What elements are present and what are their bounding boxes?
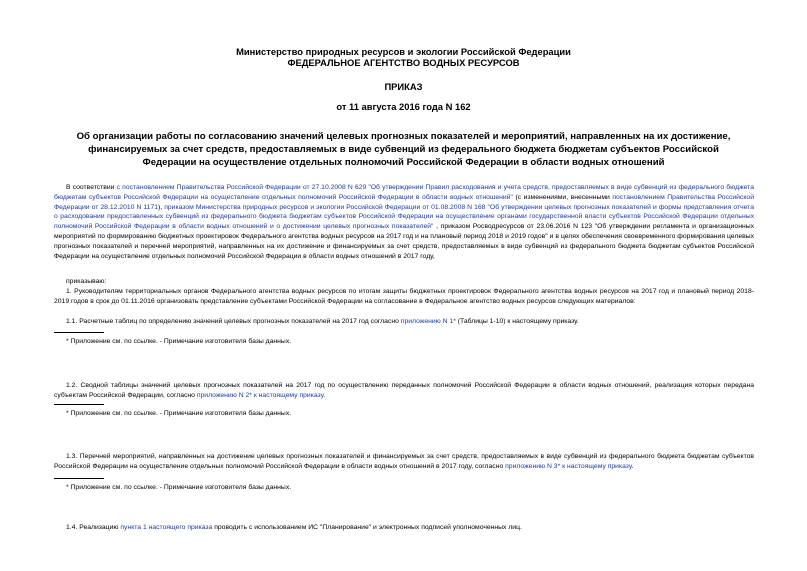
footnote-divider (54, 332, 104, 333)
preamble-text-3: ), (158, 203, 165, 211)
item-1-3-text-end: . (631, 462, 634, 470)
link-ministry-order-168[interactable]: приказом Министерства природных ресурсов и экологии Российской Федерации от 01.08.2008 N 168 "Об утверждении целевых прогнозных показателей и формы представления отчета о расходовании предоставленных субвенций из федерального бюджета бюджетам субъектов Российской Федерации на осуществление органами государственной власти субъектов Российской Федерации отдельных полномочий Российской Федерации в области водных отношений и о достижении целевых прогнозных показателей" (54, 203, 754, 231)
preamble-text-2: (с изменениями, внесенными (512, 193, 613, 201)
item-1-2-text-end: . (323, 391, 326, 399)
link-appendix-1[interactable]: приложению N 1* (400, 318, 456, 325)
footnote-1: * Приложение см. по ссылке. - Примечание изготовителя базы данных. (66, 338, 292, 345)
document-title: Об организации работы по согласованию значений целевых прогнозных показателей и мероприятий, направленных на их достижение, финансируемых за счет средств, предоставляемых в виде субвенций из федерального бюджета бюджетам субъектов Российской Федерации на осуществление отдельных полномочий Российской Федерации в области водных отношений (76, 131, 731, 168)
link-appendix-2[interactable]: приложению N 2* к настоящему приказу (196, 391, 324, 399)
footnote-3: * Приложение см. по ссылке. - Примечание изготовителя базы данных. (66, 484, 292, 491)
agency-heading: ФЕДЕРАЛЬНОЕ АГЕНТСТВО ВОДНЫХ РЕСУРСОВ (287, 57, 520, 68)
item-1-4-text: 1.4. Реализацию (66, 524, 121, 531)
preamble-paragraph (54, 183, 754, 261)
item-1: 1. Руководителям территориальных органов Федерального агентства водных ресурсов по итогам защиты бюджетных проектировок Федерального агентства водных ресурсов на 2017 год и плановый период 2018-2019 годов в срок до 01.11.2016 организовать представление субъектами Российской Федерации на согласование в Федеральное агентство водных ресурсов следующих материалов: (54, 288, 754, 305)
item-1-2 (54, 381, 754, 401)
item-1-3-text: 1.3. Перечней мероприятий, направленных на достижение целевых прогнозных показателей и финансируемых за счет средств, предоставляемых в виде субвенций из федерального бюджета бюджетам субъектов Российской Федерации на осуществление отдельных полномочий Российской Федерации в области водных отношений в 2017 году, согласно (54, 453, 754, 470)
preamble-text-1: В соответствии (66, 184, 117, 191)
item-1-4-text-end: проводить с использованием ИС "Планирование" и электронных подписей уполномоченных лиц. (212, 524, 522, 531)
link-government-decree-1171[interactable]: постановлением Правительства Российской Федерации от 28.12.2010 N 1171 (54, 193, 754, 211)
link-appendix-3[interactable]: приложению N 3* к настоящему приказу (505, 462, 632, 470)
document-date-number: от 11 августа 2016 года N 162 (336, 101, 471, 112)
ministry-heading: Министерство природных ресурсов и экологии Российской Федерации (236, 46, 571, 57)
document-type: ПРИКАЗ (384, 81, 423, 92)
footnote-divider (54, 404, 104, 405)
item-1-3 (54, 452, 754, 472)
order-word: приказываю: (66, 278, 107, 285)
footnote-divider (54, 478, 104, 479)
item-1-1-text: 1.1. Расчетные таблиц по определению значений целевых прогнозных показателей на 2017 год согласно (66, 318, 401, 325)
item-1-1-text-end: (Таблицы 1-10) к настоящему приказу. (455, 318, 579, 325)
item-1-4 (66, 523, 522, 533)
link-government-decree-629[interactable]: с постановлением Правительства Российской Федерации от 27.10.2008 N 629 "Об утверждении Правил расходования и учета средств, предоставляемых в виде субвенций из федерального бюджета бюджетам субъектов Российской Федерации на осуществление отдельных полномочий Российской Федерации в области водных отношений" (54, 184, 754, 201)
item-1-1 (66, 317, 579, 327)
preamble-text-4: , приказом Росводресурсов от 23.06.2016 N 123 "Об утверждении регламента и организационных мероприятий по формированию бюджетных проектировок Федерального агентства водных ресурсов на 2017 год и на плановый период 2018 и 2019 годов" и в целях обеспечения своевременного формирования целевых прогнозных показателей и перечней мероприятий, направленных на их достижение и финансируемых за счет средств, предоставляемых в виде субвенций из федерального бюджета бюджетам субъектов Российской Федерации на осуществление отдельных полномочий Российской Федерации в области водных отношений в 2017 году, (54, 223, 754, 260)
footnote-2: * Приложение см. по ссылке. - Примечание изготовителя базы данных. (66, 410, 292, 417)
link-item-1[interactable]: пункта 1 настоящего приказа (120, 524, 213, 531)
item-1-2-text: 1.2. Сводной таблицы значений целевых прогнозных показателей на 2017 год по осуществлению переданных полномочий Российской Федерации в области водных отношений, реализация которых передана субъектам Российской Федерации, согласно (54, 382, 754, 399)
